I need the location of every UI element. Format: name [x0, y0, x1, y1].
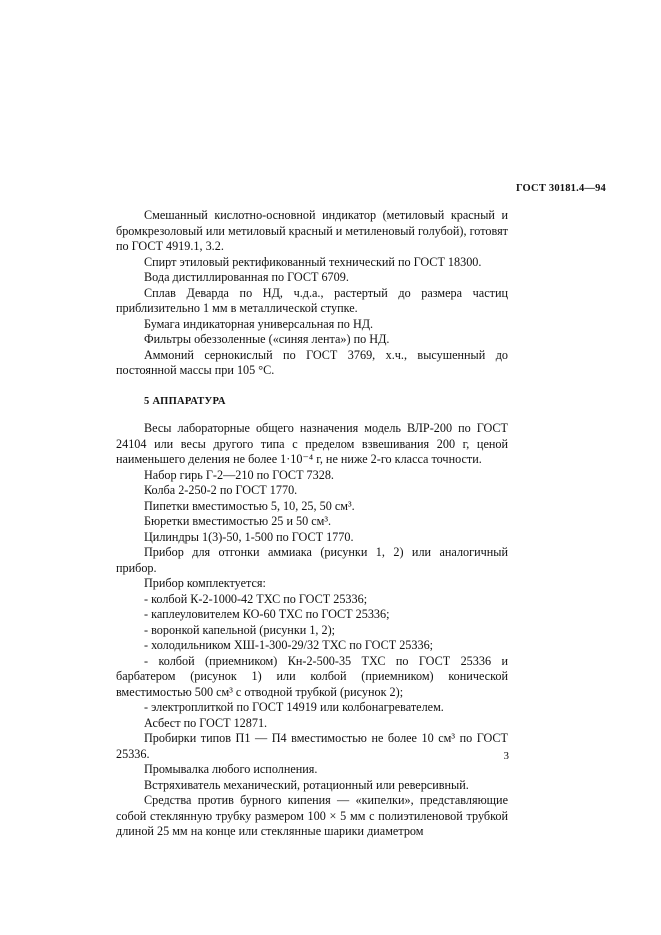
paragraph: Фильтры обеззоленные («синяя лента») по НД. — [144, 332, 390, 346]
paragraph: Прибор комплектуется: — [144, 576, 266, 590]
paragraph: Колба 2-250-2 по ГОСТ 1770. — [144, 483, 298, 497]
paragraph: Набор гирь Г-2—210 по ГОСТ 7328. — [144, 467, 334, 482]
paragraph: Средства против бурного кипения — «кипелки», представляющие собой стеклянную трубку размером 100 × 5 мм с полиэтиленовой трубкой длиной 25 мм на конце или стеклянные шарики диаметром — [116, 793, 508, 838]
list-item: - колбой К-2-1000-42 ТХС по ГОСТ 25336; — [144, 591, 368, 606]
paragraph: Спирт этиловый ректификованный технический по ГОСТ 18300. — [144, 254, 482, 269]
document-header: ГОСТ 30181.4—94 — [515, 183, 606, 194]
section-title: 5 АППАРАТУРА — [144, 395, 226, 407]
page-number: 3 — [503, 750, 509, 762]
paragraph: Встряхиватель механический, ротационный или реверсивный. — [144, 777, 469, 792]
paragraph: Вода дистиллированная по ГОСТ 6709. — [144, 270, 349, 284]
paragraph: Бумага индикаторная универсальная по НД. — [144, 316, 374, 331]
list-item: - электроплиткой по ГОСТ 14919 или колбонагревателем. — [144, 700, 444, 714]
paragraph: Промывалка любого исполнения. — [144, 762, 318, 776]
paragraph: Весы лабораторные общего назначения модель ВЛР-200 по ГОСТ 24104 или весы другого типа с пределом взвешивания 200 г, ценой наименьшего деления не более 1·10⁻⁴ г, не ниже 2-го класса точности. — [116, 421, 508, 466]
page-content — [116, 208, 508, 840]
list-item: - холодильником ХШ-1-300-29/32 ТХС по ГОСТ 25336; — [144, 638, 434, 652]
paragraph: Пипетки вместимостью 5, 10, 25, 50 см³. — [144, 498, 355, 513]
paragraph: Цилиндры 1(3)-50, 1-500 по ГОСТ 1770. — [144, 529, 354, 544]
paragraph: Асбест по ГОСТ 12871. — [144, 715, 268, 730]
paragraph: Прибор для отгонки аммиака (рисунки 1, 2) или аналогичный прибор. — [116, 545, 508, 575]
list-item: - воронкой капельной (рисунки 1, 2); — [144, 622, 336, 637]
list-item: - колбой (приемником) Кн-2-500-35 ТХС по ГОСТ 25336 и барбатером (рисунок 1) или колбой (приемником) конической вместимостью 500 см³ с отводной трубкой (рисунок 2); — [116, 653, 508, 699]
paragraph: Аммоний сернокислый по ГОСТ 3769, х.ч., высушенный до постоянной массы при 105 °С. — [116, 347, 508, 377]
paragraph: Пробирки типов П1 — П4 вместимостью не более 10 см³ по ГОСТ 25336. — [116, 731, 508, 761]
paragraph: Смешанный кислотно-основной индикатор (метиловый красный и бромкрезоловый или метиловый красный и метиленовый голубой), готовят по ГОСТ 4919.1, 3.2. — [116, 208, 508, 253]
paragraph: Бюретки вместимостью 25 и 50 см³. — [144, 514, 332, 528]
paragraph: Сплав Деварда по НД, ч.д.а., растертый до размера частиц приблизительно 1 мм в металлической ступке. — [116, 285, 508, 315]
list-item: - каплеуловителем КО-60 ТХС по ГОСТ 25336; — [144, 607, 390, 621]
